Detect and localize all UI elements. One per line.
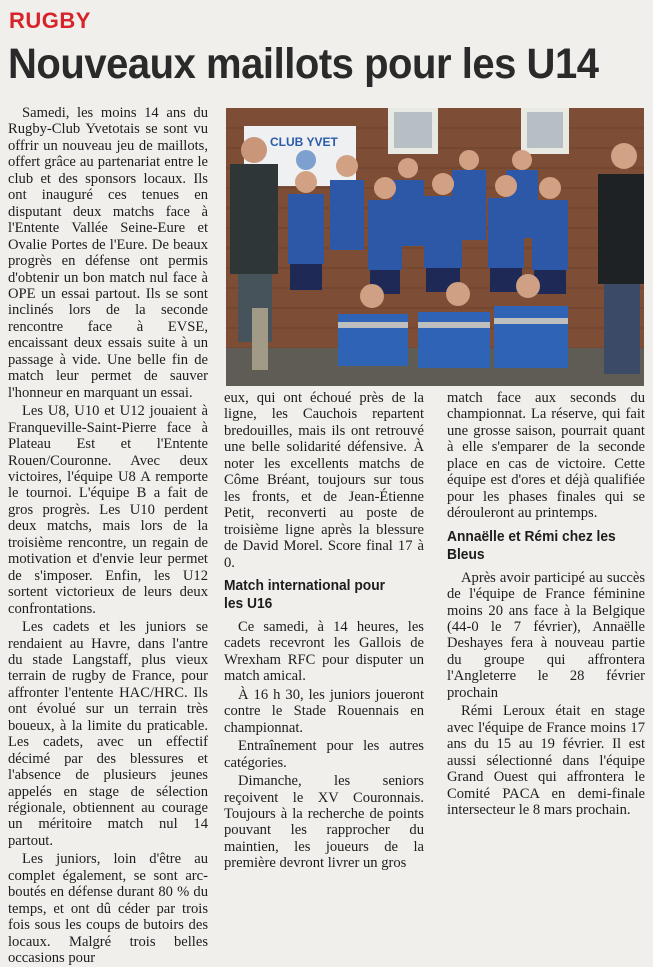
paragraph: Entraînement pour les autres catégories. bbox=[224, 738, 424, 771]
subheading-bleus: Annaëlle et Rémi chez les Bleus bbox=[447, 527, 616, 563]
paragraph: eux, qui ont échoué près de la ligne, les Cauchois repartent bredouilles, mais ils ont retrouvé une belle solidarité défensive. À noter les excellents matchs de Côme Bréant, toujours sur tous les fronts, et de Jean-Étienne Petit, reconverti au poste de troisième ligne après la blessure de David Morel. Score final 17 à 0. bbox=[224, 390, 424, 571]
team-photo bbox=[226, 108, 644, 386]
paragraph: Ce samedi, à 14 heures, les cadets recevront les Gallois de Wrexham RFC pour disputer un match amical. bbox=[224, 618, 424, 685]
paragraph: Après avoir participé au succès de l'équipe de France féminine moins 20 ans face à la Belgique (44-0 le 7 février), Annaëlle Deshayes fera à nouveau partie du groupe qui affrontera l'Angleterre le 28 février prochain bbox=[447, 569, 645, 701]
subheading-u16: Match international pour les U16 bbox=[224, 576, 386, 612]
paragraph: Les juniors, loin d'être au complet également, se sont arc-boutés en défense durant 80 % du temps, et ont dû céder par trois fois sous les coups de butoirs des locaux. Malgré trois belles occasions pour bbox=[8, 851, 208, 967]
paragraph: À 16 h 30, les juniors joueront contre le Stade Rouennais en championnat. bbox=[224, 686, 424, 736]
headline: Nouveaux maillots pour les U14 bbox=[8, 40, 599, 88]
section-label: RUGBY bbox=[9, 8, 91, 33]
paragraph: Samedi, les moins 14 ans du Rugby-Club Yvetotais se sont vu offrir un nouveau jeu de maillots, offert grâce au partenariat entre le club et des sponsors locaux. Ils ont inauguré ces tenues en disputant deux matchs face à l'Entente Vallée Seine-Eure et Ovalie Portes de l'Eure. De beaux progrès en défense ont permis d'obtenir un bon match nul face à OPE un essai partout. Ils se sont inclinés lors de la seconde rencontre face à EVSE, encaissant deux essais suite à un passage à vide. Une belle fin de match leur permet de sauver l'honneur en marquant un essai. bbox=[8, 105, 208, 401]
column-1 bbox=[8, 105, 208, 967]
paragraph: Dimanche, les seniors reçoivent le XV Couronnais. Toujours à la recherche de points pouvant les rapprocher du maintien, les joueurs de la première devront livrer un gros bbox=[224, 773, 424, 872]
club-sign: CLUB YVET bbox=[270, 135, 338, 149]
paragraph: match face aux seconds du championnat. La réserve, qui fait une grosse saison, pourrait quant à elle s'emparer de la seconde place en cas de victoire. Cette équipe est d'ores et déjà qualifiée pour les phases finales qui se dérouleront au printemps. bbox=[447, 390, 645, 522]
paragraph: Les cadets et les juniors se rendaient au Havre, dans l'antre du stade Langstaff, plus vieux terrain de rugby de France, pour affronter l'entente HAC/HRC. Ils ont évolué sur un terrain très boueux, à la limite du praticable. Les cadets, avec un effectif décimé par des blessures et l'absence de plusieurs jeunes appelés en stage de sélection régionale, obtiennent au courage un méritoire match nul 14 partout. bbox=[8, 619, 208, 849]
column-2 bbox=[224, 390, 424, 872]
column-3 bbox=[447, 390, 645, 818]
paragraph: Rémi Leroux était en stage avec l'équipe de France moins 17 ans du 15 au 19 février. Il est aussi sélectionné dans l'équipe Grand Ouest qui affrontera le Comité PACA en demi-finale intersecteur le 8 mars prochain. bbox=[447, 703, 645, 818]
paragraph: Les U8, U10 et U12 jouaient à Franqueville-Saint-Pierre face à Plateau Est et l'Entente Rouen/Couronne. Avec deux victoires, l'équipe U8 A remporte le tournoi. L'équipe B a fait de gros progrès. Les U10 perdent deux matchs, mais lors de la troisième rencontre, un regain de motivation et d'envie leur permet de s'imposer. Enfin, les U12 sortent victorieux de leurs deux confrontations. bbox=[8, 403, 208, 617]
